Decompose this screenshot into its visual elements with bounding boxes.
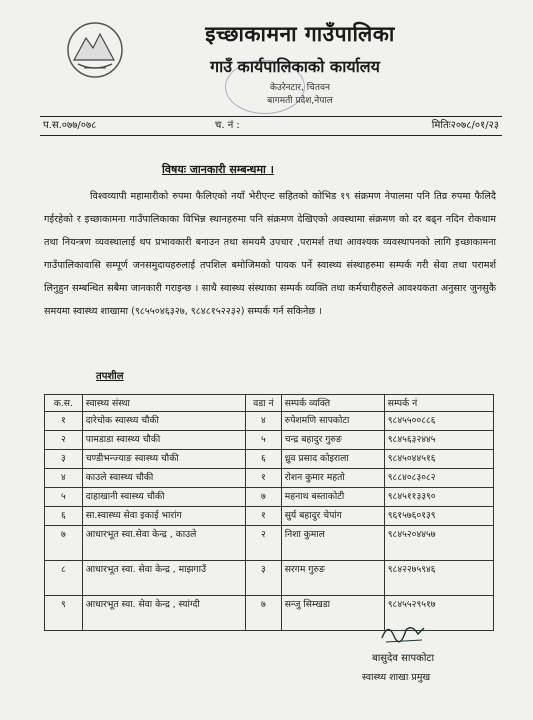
- header-contact-person: सम्पर्क व्यक्ति: [281, 395, 384, 412]
- office-name: गाउँ कार्यपालिकाको कार्यालय: [210, 57, 380, 76]
- table-row: [45, 469, 494, 488]
- header-contact-number: सम्पर्क नं: [384, 395, 493, 412]
- nepal-emblem-logo: [62, 20, 128, 80]
- province-name: बागमती प्रदेश,नेपाल: [267, 96, 333, 106]
- table-row: [45, 412, 494, 431]
- cell-phone: ९८८४०८३०८२: [384, 469, 493, 488]
- header-facility: स्वास्थ्य संस्था: [82, 395, 245, 412]
- signatory-name: बासुदेव सापकोटा: [372, 653, 435, 664]
- cell-facility: दारेचोक स्वास्थ्य चौकी: [82, 412, 245, 431]
- cell-phone: ९८४५६३२४४५: [384, 431, 493, 450]
- cell-person: निशा कुमाल: [281, 526, 384, 561]
- cell-phone: ९८४५११३३९०: [384, 488, 493, 507]
- cell-person: चन्द्र बहादुर गुरुङ: [281, 431, 384, 450]
- cell-sn: ३: [45, 450, 83, 469]
- cell-facility: चण्डीभन्ज्याङ स्वास्थ्य चौकी: [82, 450, 245, 469]
- table-row: [45, 526, 494, 561]
- health-facility-table: [44, 394, 494, 631]
- cell-sn: १: [45, 412, 83, 431]
- cell-sn: ७: [45, 526, 83, 561]
- office-address: केउरेनटार, चितवन: [270, 83, 330, 93]
- cell-sn: २: [45, 431, 83, 450]
- cell-facility: दाहाखानी स्वास्थ्य चौकी: [82, 488, 245, 507]
- table-row: [45, 561, 494, 596]
- table-row: [45, 488, 494, 507]
- cell-phone: ९६१५७६०१३९: [384, 507, 493, 526]
- header-sn: क.स.: [45, 395, 83, 412]
- cell-facility: आधारभूत स्वा. सेवा केन्द्र , स्यांग्दी: [82, 596, 245, 631]
- cell-ward: ७: [246, 596, 282, 631]
- cell-ward: ४: [246, 412, 282, 431]
- cell-sn: ९: [45, 596, 83, 631]
- handwritten-signature: [378, 618, 428, 646]
- header-ward: वडा नं: [246, 395, 282, 412]
- table-header-row: [45, 395, 494, 412]
- reference-row: [40, 116, 502, 136]
- cell-phone: ९८४५२०४४५७: [384, 526, 493, 561]
- org-name: इच्छाकामना गाउँपालिका: [205, 22, 395, 46]
- cell-sn: ५: [45, 488, 83, 507]
- table-label: तपशील: [96, 371, 124, 382]
- table-row: [45, 431, 494, 450]
- cell-person: सरगम गुरुङ: [281, 561, 384, 596]
- cell-phone: ९८४२२७५९४६: [384, 561, 493, 596]
- cell-ward: ५: [246, 431, 282, 450]
- cell-person: रोशन कुमार महतो: [281, 469, 384, 488]
- table-row: [45, 507, 494, 526]
- cell-ward: ७: [246, 488, 282, 507]
- patra-sankhya: प.स.०७७/०७८: [43, 120, 97, 131]
- signatory-post: स्वास्थ्य शाखा प्रमुख: [362, 672, 431, 683]
- cell-sn: ८: [45, 561, 83, 596]
- cell-ward: १: [246, 507, 282, 526]
- cell-facility: पामडाडा स्वास्थ्य चौकी: [82, 431, 245, 450]
- cell-phone: ९८४५५२९५१७: [384, 596, 493, 631]
- cell-person: सुर्य बहादुर चेपांग: [281, 507, 384, 526]
- cell-ward: ६: [246, 450, 282, 469]
- table-row: [45, 450, 494, 469]
- cell-facility: काउले स्वास्थ्य चौकी: [82, 469, 245, 488]
- cell-facility: आधारभूत स्वा. सेवा केन्द्र , माझगाउँ: [82, 561, 245, 596]
- cell-ward: १: [246, 469, 282, 488]
- cell-sn: ६: [45, 507, 83, 526]
- cell-phone: ९८४५०४४५१६: [384, 450, 493, 469]
- cell-facility: सा.स्वास्थ्य सेवा इकाई भारांग: [82, 507, 245, 526]
- cell-facility: आधारभूत स्वा.सेवा केन्द्र , काउले: [82, 526, 245, 561]
- cell-person: ध्रुव प्रसाद कोइराला: [281, 450, 384, 469]
- cell-sn: ४: [45, 469, 83, 488]
- cell-ward: २: [246, 526, 282, 561]
- cell-person: रुपेशमणि सापकोटा: [281, 412, 384, 431]
- cell-phone: ९८४५५००८८६: [384, 412, 493, 431]
- letter-date: मितिः२०७८/०१/२३: [431, 120, 499, 131]
- cell-person: सन्जु सिम्खडा: [281, 596, 384, 631]
- subject-line: विषयः जानकारी सम्बन्धमा ।: [162, 163, 274, 176]
- chalani-number: च. नं :: [215, 120, 240, 131]
- body-paragraph: विश्वव्यापी महामारीको रुपमा फैलिएको नयाँ भेरीएन्ट सहितको कोभिड १९ संक्रमण नेपालमा पनि तिव्र रुपमा फैलिदै गईरहेको र इच्छाकामना गाउँपालिकाका विभिन्न स्थानहरुमा पनि संक्रमण देखिएको अवस्थामा संक्रमण को दर बढ्न नदिन रोकथाम तथा नियन्त्रण व्यवस्थालाई थप प्रभावकारी बनाउन तथा समयमै उपचार ,परामर्श तथा आवश्यक व्यवस्थापनको लागि इच्छाकामना गाउँपालिकावासि सम्पूर्ण जनसमुदायहरुलाई तपशिल बमोजिमको पायक पर्ने स्वास्थ्य संस्थाहरुमा सम्पर्क गरी सेवा तथा परामर्श लिनुहुन सम्बन्धित सबैमा जानकारी गराइन्छ । साथै स्वास्थ्य संस्थाका सम्पर्क व्यक्ति तथा कर्मचारीहरुले आवश्यकता अनुसार जुनसुकै समयमा स्वास्थ्य शाखामा (९८५५०४६३२७, ९८४८१५२२३२) सम्पर्क गर्न सकिनेछ ।: [44, 191, 496, 317]
- cell-ward: ३: [246, 561, 282, 596]
- cell-person: महनाथ बस्ताकोटी: [281, 488, 384, 507]
